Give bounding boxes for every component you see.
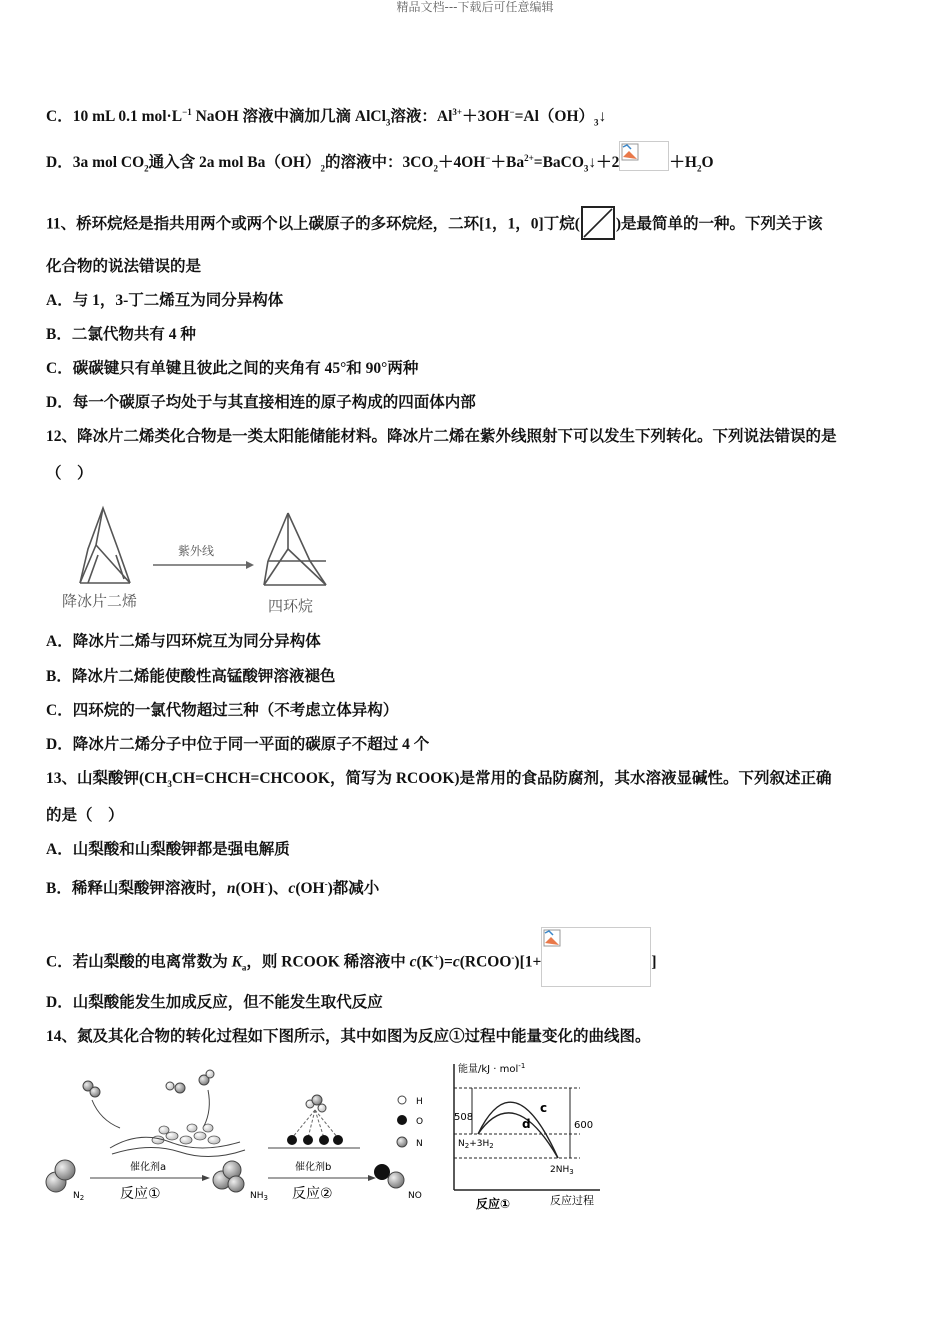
text: )、: [267, 880, 289, 898]
text: ]: [651, 953, 657, 971]
sub: 2: [144, 163, 149, 174]
text: )[1+: [514, 953, 542, 971]
q12-stem-cont: （ ）: [46, 465, 93, 482]
q13-option-c[interactable]: [46, 933, 657, 993]
legend-n-icon: [397, 1137, 407, 1147]
text: K: [231, 953, 242, 971]
text: (OH: [235, 880, 265, 898]
x-axis-label: 反应过程: [550, 1194, 594, 1207]
text: )是最简单的一种。下列关于该: [615, 215, 823, 233]
bicyclobutane-structure: [580, 205, 616, 241]
sub: 2: [696, 163, 702, 174]
reactants-label: $N_2+3H_2$: [458, 1139, 494, 1150]
flow-arrow: [92, 1100, 120, 1128]
text: n: [226, 880, 236, 898]
text: )=: [438, 953, 453, 971]
text: C．10 mL 0.1 mol·L: [46, 108, 183, 126]
q12-option-c[interactable]: C．四环烷的一氯代物超过三种（不考虑立体异构）: [46, 702, 399, 719]
broken-image-placeholder: [541, 927, 651, 987]
catalyst-b-atoms: [287, 1135, 343, 1145]
sup: −: [485, 153, 491, 163]
text: )都减小: [327, 880, 380, 898]
text: ↓: [598, 108, 607, 126]
arrow-head: [202, 1175, 210, 1181]
flow-arrow: [204, 1090, 209, 1126]
energy-caption: 反应①: [476, 1197, 511, 1210]
broken-image-placeholder: [619, 141, 669, 171]
react2-label: 反应②: [292, 1186, 333, 1202]
text: =Al（OH）: [514, 108, 595, 126]
text: =BaCO: [533, 154, 584, 172]
molecule-atom: [90, 1087, 100, 1097]
text: 通入含 2a mol Ba（OH）: [148, 154, 321, 172]
text: ↓＋2: [588, 154, 620, 172]
sub: a: [241, 962, 247, 973]
catalyst-b-bonds: [292, 1110, 338, 1138]
sup: 3+: [452, 107, 463, 117]
sup: -: [324, 879, 328, 889]
text: c: [288, 880, 296, 898]
text: ，则 RCOOK 稀溶液中: [246, 953, 410, 971]
text: D．3a mol CO: [46, 154, 145, 172]
arrow-head: [246, 561, 254, 569]
molecule-atom: [175, 1083, 185, 1093]
quadricyclane-structure: [264, 513, 326, 585]
quadricyclane-label: 四环烷: [268, 597, 314, 615]
legend-o-icon: [397, 1115, 407, 1125]
no-atom-o: [374, 1164, 390, 1180]
text: c: [452, 953, 460, 971]
energy-600: 600: [574, 1120, 594, 1131]
text: ＋3OH: [462, 108, 510, 126]
catalyst-a-surface: [152, 1124, 220, 1144]
no-atom-n: [388, 1172, 404, 1188]
page-header: 精品文档---下载后可任意编辑: [396, 0, 554, 14]
q12-stem: 12、降冰片二烯类化合物是一类太阳能储能材料。降冰片二烯在紫外线照射下可以发生下列转化。下列说法错误的是: [46, 428, 837, 445]
structure-image: [580, 205, 616, 241]
legend-h-icon: [398, 1096, 406, 1104]
text: ＋Ba: [490, 154, 525, 172]
q13-option-b[interactable]: [46, 874, 379, 899]
legend-n: N: [416, 1139, 423, 1149]
molecule-atom: [206, 1070, 214, 1078]
text: NaOH 溶液中滴加几滴 AlCl: [191, 108, 386, 126]
q11-option-b[interactable]: B．二氯代物共有 4 种: [46, 326, 196, 343]
text: O: [701, 154, 714, 172]
text: 的溶液中：3CO: [324, 154, 434, 172]
q12-option-d[interactable]: D．降冰片二烯分子中位于同一平面的碳原子不超过 4 个: [46, 736, 430, 753]
catalyst-a-line: [112, 1147, 245, 1156]
catalyst-b-label: 催化剂b: [295, 1162, 332, 1173]
nitrogen-conversion-figure: [40, 1060, 610, 1210]
no-label: NO: [408, 1191, 422, 1201]
q13-option-d[interactable]: D．山梨酸能发生加成反应，但不能发生取代反应: [46, 994, 383, 1011]
sup: −: [509, 107, 515, 117]
sub: 3: [594, 117, 599, 128]
q13-option-a[interactable]: A．山梨酸和山梨酸钾都是强电解质: [46, 841, 290, 858]
sub: 3: [167, 779, 172, 790]
q11-option-c[interactable]: C．碳碳键只有单键且彼此之间的夹角有 45°和 90°两种: [46, 360, 419, 377]
text: 溶液：Al: [390, 108, 453, 126]
norbornadiene-label: 降冰片二烯: [62, 592, 138, 610]
curve-d-label: d: [522, 1117, 531, 1131]
molecule-atom: [312, 1095, 322, 1105]
text: ＋H: [669, 154, 697, 172]
n2-label: $N_2$: [73, 1191, 85, 1202]
sub: 2: [433, 163, 438, 174]
text: B．稀释山梨酸钾溶液时，: [46, 880, 227, 898]
nh3-label: $NH_3$: [250, 1191, 268, 1202]
arrow-label: 紫外线: [178, 544, 215, 558]
q11-option-d[interactable]: D．每一个碳原子均处于与其直接相连的原子构成的四面体内部: [46, 394, 476, 411]
arrow-head: [368, 1175, 376, 1181]
text: (OH: [295, 880, 325, 898]
norbornadiene-structure: [80, 508, 130, 583]
sup: -: [264, 879, 268, 889]
text: (RCOO: [459, 953, 512, 971]
sub: 3: [385, 117, 391, 128]
react1-label: 反应①: [120, 1186, 161, 1202]
legend-h: H: [416, 1097, 423, 1107]
q12-option-b[interactable]: B．降冰片二烯能使酸性高锰酸钾溶液褪色: [46, 668, 336, 685]
q11-stem-cont: 化合物的说法错误的是: [46, 258, 202, 275]
text: c: [409, 953, 417, 971]
text: 11、桥环烷烃是指共用两个或两个以上碳原子的多环烷烃，二环[1，1，0]丁烷(: [46, 215, 580, 233]
sup: +: [433, 952, 439, 963]
norbornadiene-figure: [58, 505, 338, 617]
energy-508: 508: [454, 1112, 474, 1123]
sup: −1: [182, 107, 192, 117]
broken-image-icon: [621, 143, 639, 161]
sub: 3: [583, 163, 589, 174]
energy-axis-label: 能量/kJ · mol$^{-1}$: [458, 1062, 526, 1075]
legend-o: O: [416, 1117, 424, 1127]
curve-c-label: c: [540, 1101, 548, 1115]
molecule-atom: [318, 1104, 326, 1112]
sub: 2: [320, 163, 325, 174]
q14-stem: 14、氮及其化合物的转化过程如下图所示，其中如图为反应①过程中能量变化的曲线图。: [46, 1028, 651, 1045]
sup: -: [511, 952, 515, 963]
q12-option-a[interactable]: A．降冰片二烯与四环烷互为同分异构体: [46, 633, 321, 650]
catalyst-a-label: 催化剂a: [130, 1162, 167, 1173]
text: 13、山梨酸钾(CH: [46, 770, 168, 787]
sup: 2+: [524, 153, 534, 163]
text: ＋4OH: [437, 154, 486, 172]
q11-stem: [46, 207, 823, 243]
q13-stem-cont: 的是（ ）: [46, 807, 124, 824]
text: CH=CHCH=CHCOOK，简写为 RCOOK)是常用的食品防腐剂，其水溶液显碱性。下列叙述正确: [171, 770, 832, 787]
product-label: $2NH_3$: [550, 1165, 574, 1176]
q10-option-c[interactable]: [46, 102, 606, 132]
text: (K: [416, 953, 434, 971]
nh3-atom: [228, 1176, 244, 1192]
n2-atom: [55, 1160, 75, 1180]
broken-image-icon: [543, 929, 561, 947]
q13-stem: [46, 769, 832, 794]
q11-option-a[interactable]: A．与 1，3-丁二烯互为同分异构体: [46, 292, 284, 309]
text: C．若山梨酸的电离常数为: [46, 953, 232, 971]
molecule-atom: [166, 1082, 174, 1090]
q10-option-d[interactable]: [46, 148, 714, 179]
